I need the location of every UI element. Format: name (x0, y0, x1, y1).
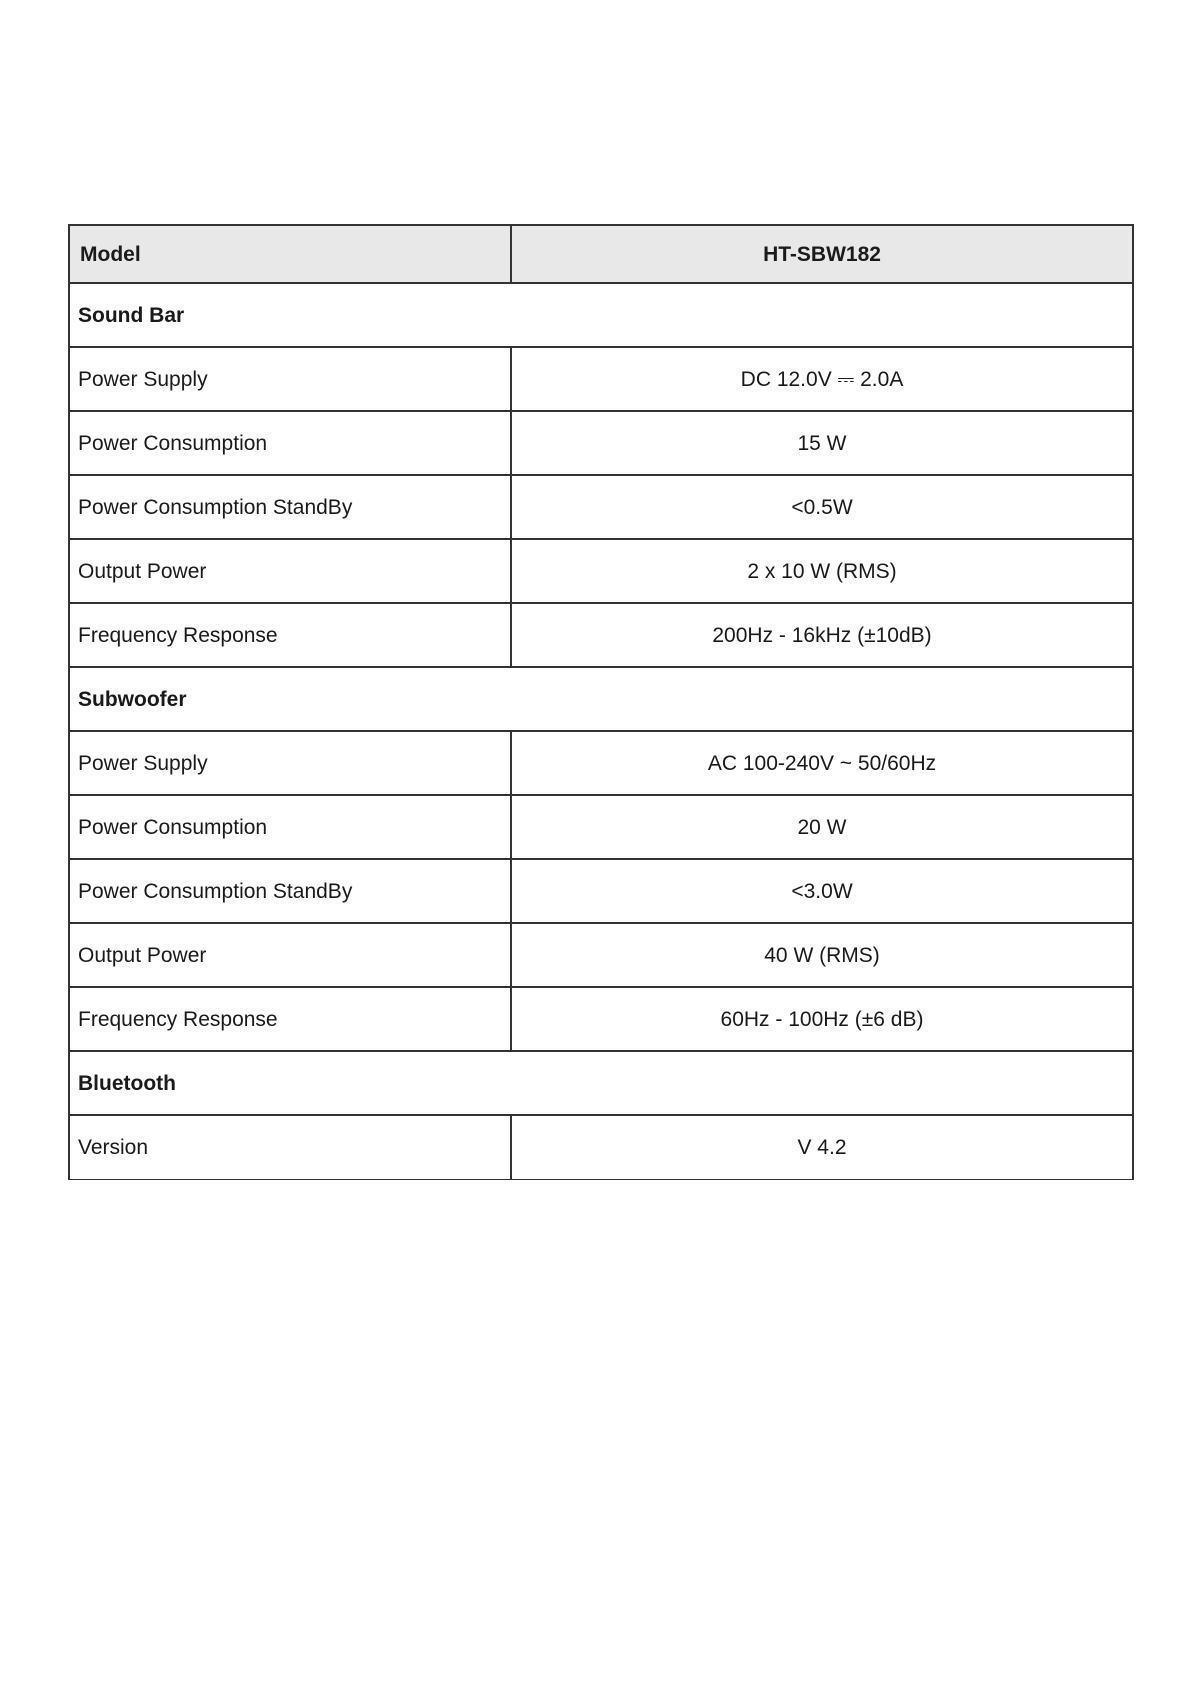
table-row (69, 347, 1133, 411)
spec-value: <3.0W (511, 859, 1133, 923)
spec-value: 15 W (511, 411, 1133, 475)
table-row (69, 475, 1133, 539)
spec-label: Output Power (69, 539, 511, 603)
table-row (69, 411, 1133, 475)
section-title: Bluetooth (69, 1051, 1133, 1115)
spec-label: Frequency Response (69, 987, 511, 1051)
spec-value: 40 W (RMS) (511, 923, 1133, 987)
model-value: HT-SBW182 (511, 225, 1133, 283)
table-row (69, 795, 1133, 859)
model-label: Model (69, 225, 511, 283)
spec-label: Power Supply (69, 731, 511, 795)
section-header-sound-bar (69, 283, 1133, 347)
table-row (69, 859, 1133, 923)
table-row (69, 923, 1133, 987)
spec-label: Power Consumption StandBy (69, 859, 511, 923)
spec-label: Output Power (69, 923, 511, 987)
section-header-bluetooth (69, 1051, 1133, 1115)
spec-label: Power Consumption (69, 411, 511, 475)
spec-value: <0.5W (511, 475, 1133, 539)
spec-value: 20 W (511, 795, 1133, 859)
spec-value: 200Hz - 16kHz (±10dB) (511, 603, 1133, 667)
table-row (69, 987, 1133, 1051)
table-header-row (69, 225, 1133, 283)
section-title: Subwoofer (69, 667, 1133, 731)
table-row (69, 1115, 1133, 1179)
section-title: Sound Bar (69, 283, 1133, 347)
table-row (69, 539, 1133, 603)
spec-value: DC 12.0V ⎓ 2.0A (511, 347, 1133, 411)
table-row (69, 731, 1133, 795)
spec-label: Frequency Response (69, 603, 511, 667)
spec-label: Power Consumption StandBy (69, 475, 511, 539)
spec-value: 60Hz - 100Hz (±6 dB) (511, 987, 1133, 1051)
spec-value: AC 100-240V ~ 50/60Hz (511, 731, 1133, 795)
section-header-subwoofer (69, 667, 1133, 731)
spec-value: 2 x 10 W (RMS) (511, 539, 1133, 603)
table-row (69, 603, 1133, 667)
spec-value: V 4.2 (511, 1115, 1133, 1179)
spec-label: Version (69, 1115, 511, 1179)
spec-label: Power Supply (69, 347, 511, 411)
spec-label: Power Consumption (69, 795, 511, 859)
spec-table (68, 224, 1134, 1180)
